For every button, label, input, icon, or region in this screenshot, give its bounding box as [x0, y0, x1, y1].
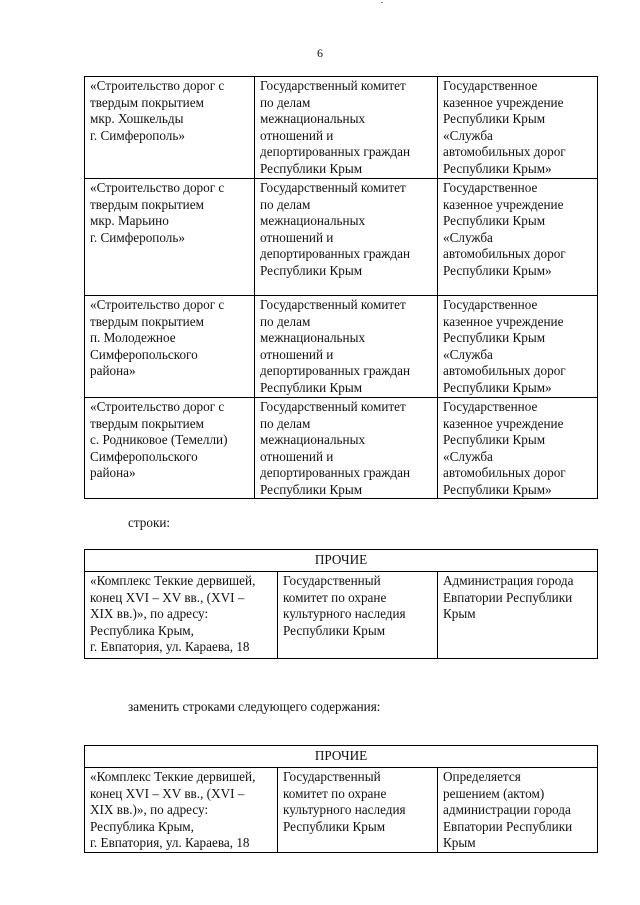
section-header-row: [85, 550, 598, 572]
table-row: [85, 768, 598, 853]
operator-cell: Определяется решением (актом) администрации города Евпатории Республики Крым: [438, 768, 598, 853]
replace-label: заменить строками следующего содержания:: [128, 699, 381, 714]
object-cell: «Комплекс Теккие дервишей, конец XVI – XV вв., (XVI – XIX вв.)», по адресу: Республика Крым, г. Евпатория, ул. Караева, 18: [85, 768, 278, 853]
operator-cell: Государственное казенное учреждение Республики Крым «Служба автомобильных дорог Республики Крым»: [438, 77, 598, 179]
section-header: ПРОЧИЕ: [85, 550, 598, 572]
customer-cell: Государственный комитет по охране культурного наследия Республики Крым: [278, 572, 438, 659]
table-row: [85, 77, 598, 179]
customer-cell: Государственный комитет по охране культурного наследия Республики Крым: [278, 768, 438, 853]
section-header: ПРОЧИЕ: [85, 746, 598, 768]
operator-cell: Администрация города Евпатории Республики Крым: [438, 572, 598, 659]
section-header-row: [85, 746, 598, 768]
operator-cell: Государственное казенное учреждение Республики Крым «Служба автомобильных дорог Республики Крым»: [438, 296, 598, 398]
projects-table: [84, 76, 598, 499]
table-row: [85, 179, 598, 296]
table-row: [85, 296, 598, 398]
customer-cell: Государственный комитет по делам межнациональных отношений и депортированных граждан Республики Крым: [255, 296, 438, 398]
rows-label: строки:: [128, 515, 171, 530]
object-cell: «Строительство дорог с твердым покрытием с. Родниковое (Темелли) Симферопольского района»: [85, 398, 255, 499]
customer-cell: Государственный комитет по делам межнациональных отношений и депортированных граждан Республики Крым: [255, 77, 438, 179]
object-cell: «Строительство дорог с твердым покрытием мкр. Марьино г. Симферополь»: [85, 179, 255, 296]
object-cell: «Строительство дорог с твердым покрытием п. Молодежное Симферопольского района»: [85, 296, 255, 398]
new-rows-table: [84, 745, 598, 853]
page-number: 6: [317, 46, 323, 60]
operator-cell: Государственное казенное учреждение Республики Крым «Служба автомобильных дорог Республики Крым»: [438, 398, 598, 499]
operator-cell: Государственное казенное учреждение Республики Крым «Служба автомобильных дорог Республики Крым»: [438, 179, 598, 296]
object-cell: «Комплекс Теккие дервишей, конец XVI – XV вв., (XVI – XIX вв.)», по адресу: Республика Крым, г. Евпатория, ул. Караева, 18: [85, 572, 278, 659]
customer-cell: Государственный комитет по делам межнациональных отношений и депортированных граждан Республики Крым: [255, 179, 438, 296]
customer-cell: Государственный комитет по делам межнациональных отношений и депортированных граждан Республики Крым: [255, 398, 438, 499]
table-row: [85, 398, 598, 499]
object-cell: «Строительство дорог с твердым покрытием мкр. Хошкельды г. Симферополь»: [85, 77, 255, 179]
table-row: [85, 572, 598, 659]
old-rows-table: [84, 549, 598, 659]
scan-mark: [381, 2, 383, 3]
